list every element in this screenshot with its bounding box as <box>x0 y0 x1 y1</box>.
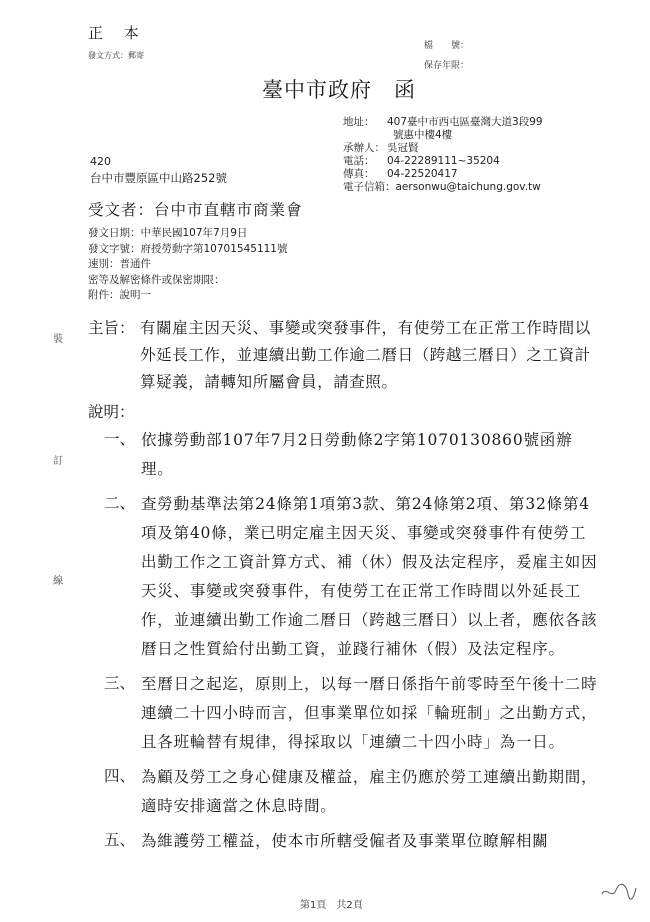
address-label: 地址： <box>343 116 375 128</box>
binding-mark-ding: 訂 <box>53 456 63 467</box>
issue-date: 發文日期：中華民國107年7月9日 <box>88 227 248 239</box>
handwritten-initial-mark <box>598 876 638 906</box>
subject-section <box>88 315 598 396</box>
issue-info-block <box>88 226 287 304</box>
address-line-1: 407臺中市西屯區臺灣大道3段99 <box>387 116 543 128</box>
handler-label: 承辦人： <box>343 142 385 154</box>
email-address: aersonwu@taichung.gov.tw <box>395 181 541 193</box>
explanation-item <box>104 827 598 856</box>
sender-contact-block <box>343 116 543 194</box>
recipient: 受文者：台中市直轄市商業會 <box>88 201 303 219</box>
explanation-label: 說明： <box>88 403 135 421</box>
subject-label: 主旨： <box>88 319 135 337</box>
email-row <box>343 181 543 194</box>
recipient-postal-code: 420 <box>90 155 111 168</box>
recipient-address: 台中市豐原區中山路252號 <box>90 171 227 185</box>
explanation-item <box>104 490 598 664</box>
page-number: 第1頁 共2頁 <box>300 900 363 911</box>
item-text: 依據勞動部107年7月2日勞動條2字第1070130860號函辦理。 <box>141 431 573 478</box>
explanation-item <box>104 670 598 757</box>
original-copy-mark: 正 本 <box>88 24 147 42</box>
item-number: 五、 <box>104 831 136 849</box>
handler-name: 吳冠賢 <box>387 142 419 154</box>
fax-number: 04-22520417 <box>387 168 458 180</box>
item-number: 二、 <box>104 494 136 512</box>
address-row <box>343 116 543 129</box>
item-number: 三、 <box>104 674 136 692</box>
item-text: 為顧及勞工之身心健康及權益，雇主仍應於勞工連續出勤期間，適時安排適當之休息時間。 <box>141 768 598 815</box>
document-title: 臺中市政府 函 <box>262 78 416 102</box>
fax-label: 傳真： <box>343 168 375 180</box>
handler-row <box>343 142 543 155</box>
item-text: 為維護勞工權益，使本市所轄受僱者及事業單位瞭解相關 <box>141 832 549 850</box>
send-method: 發文方式：郵寄 <box>88 51 144 60</box>
explanation-item <box>104 426 598 484</box>
document-number: 發文字號：府授勞動字第10701545111號 <box>88 242 288 255</box>
delivery-speed: 速別：普通件 <box>88 258 151 270</box>
fax-row <box>343 168 543 181</box>
retention-period-label: 保存年限： <box>424 61 470 71</box>
phone-label: 電話： <box>343 155 375 167</box>
phone-row <box>343 155 543 168</box>
binding-mark-zhuang: 裝 <box>53 334 63 345</box>
explanation-item <box>104 763 598 821</box>
item-text: 至曆日之起迄，原則上，以每一曆日係指午前零時至午後十二時連續二十四小時而言，但事業單位如採「輪班制」之出勤方式，且各班輪替有規律，得採取以「連續二十四小時」為一日。 <box>141 675 598 751</box>
item-number: 四、 <box>104 767 136 785</box>
email-label: 電子信箱： <box>343 181 396 193</box>
phone-number: 04-22289111~35204 <box>387 155 500 167</box>
attachment: 附件：說明一 <box>88 289 151 301</box>
address-line-2: 號惠中樓4樓 <box>393 129 453 141</box>
binding-mark-xian: 線 <box>53 576 63 587</box>
item-text: 查勞動基準法第24條第1項第3款、第24條第2項、第32條第4項及第40條，業已明定雇主因天災、事變或突發事件有使勞工出勤工作之工資計算方式、補（休）假及法定程序，爰雇主如因天災、事變或突發事件，有使勞工在正常工作時間以外延長工作，並連續出勤工作逾二曆日（跨越三曆日）以上者，應依各該曆日之性質給付出勤工資，並踐行補休（假）及法定程序。 <box>141 495 598 658</box>
secrecy-level: 密等及解密條件或保密期限： <box>88 273 225 286</box>
item-number: 一、 <box>104 430 136 448</box>
file-number-label: 檔 號： <box>424 41 470 51</box>
subject-text: 有關雇主因天災、事變或突發事件，有使勞工在正常工作時間以外延長工作，並連續出勤工作逾二曆日（跨越三曆日）之工資計算疑義，請轉知所屬會員，請查照。 <box>140 319 591 391</box>
explanation-list <box>104 426 598 862</box>
